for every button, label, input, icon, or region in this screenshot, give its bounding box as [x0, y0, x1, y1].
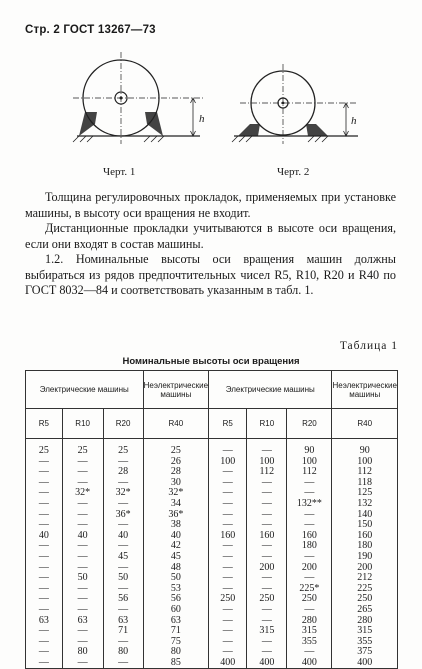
table-cell: — — [287, 552, 332, 563]
table-cell: — — [287, 478, 332, 489]
table-cell: 63 — [143, 616, 208, 627]
figure-2-dim-label: h — [351, 115, 357, 127]
table-cell: 315 — [332, 626, 398, 637]
table-cell: 56 — [103, 594, 143, 605]
table-cell: — — [26, 520, 63, 531]
paragraph-spacers: Дистанционные прокладки учитываются в высоте оси вращения, если они входят в состав машины. — [25, 221, 396, 251]
table-cell: 50 — [62, 573, 103, 584]
table-cell: 90 — [287, 439, 332, 457]
table-cell: 200 — [287, 563, 332, 574]
table-cell: 280 — [287, 616, 332, 627]
table-cell: — — [287, 605, 332, 616]
table-cell: — — [26, 584, 63, 595]
column-header: R40 — [332, 409, 398, 439]
group-header-nonelectric: Неэлектрические машины — [143, 371, 208, 409]
table-cell: — — [209, 541, 247, 552]
table-cell: — — [209, 605, 247, 616]
table-cell: — — [26, 478, 63, 489]
table-cell: — — [62, 541, 103, 552]
table-cell: 25 — [26, 439, 63, 457]
table-cell: 250 — [332, 594, 398, 605]
table-cell: — — [247, 439, 287, 457]
table-row — [26, 499, 398, 510]
table-cell: — — [287, 520, 332, 531]
table-cell: — — [247, 584, 287, 595]
table-cell: 50 — [103, 573, 143, 584]
table-cell: 32* — [143, 488, 208, 499]
table-cell: 100 — [247, 457, 287, 468]
table-cell: — — [209, 552, 247, 563]
page-header: Стр. 2 ГОСТ 13267—73 — [25, 24, 156, 36]
table-cell: 375 — [332, 647, 398, 658]
paragraph-shims: Толщина регулировочных прокладок, применяемых при установке машины, в высоту оси вращения не входит. — [25, 190, 396, 220]
table-cell: — — [62, 637, 103, 648]
table-cell: — — [209, 439, 247, 457]
table-cell: — — [26, 637, 63, 648]
table-cell: — — [62, 552, 103, 563]
table-cell: 190 — [332, 552, 398, 563]
table-title: Номинальные высоты оси вращения — [122, 356, 300, 367]
table-cell: 25 — [62, 439, 103, 457]
table-cell: — — [287, 510, 332, 521]
table-cell: — — [209, 467, 247, 478]
table-cell: 40 — [143, 531, 208, 542]
table-cell: — — [209, 616, 247, 627]
table-row — [26, 647, 398, 658]
table-cell: 28 — [103, 467, 143, 478]
table-cell: — — [62, 658, 103, 669]
table-cell: 160 — [332, 531, 398, 542]
table-cell: 125 — [332, 488, 398, 499]
table-cell: — — [62, 510, 103, 521]
column-header: R20 — [287, 409, 332, 439]
table-cell: — — [62, 563, 103, 574]
table-cell: 400 — [209, 658, 247, 669]
figure-1-dim-label: h — [199, 113, 205, 125]
figure-2-drawing — [228, 60, 368, 155]
table-cell: 315 — [247, 626, 287, 637]
table-cell: 400 — [332, 658, 398, 669]
table-cell: 36* — [143, 510, 208, 521]
table-cell: 45 — [143, 552, 208, 563]
table-cell: — — [209, 647, 247, 658]
table-cell: — — [62, 594, 103, 605]
table-cell: 71 — [143, 626, 208, 637]
table-cell: 150 — [332, 520, 398, 531]
table-cell: 280 — [332, 616, 398, 627]
table-cell: 75 — [143, 637, 208, 648]
table-cell: 118 — [332, 478, 398, 489]
table-cell: 200 — [247, 563, 287, 574]
table-cell: 90 — [332, 439, 398, 457]
table-cell: — — [26, 510, 63, 521]
paragraph-clause-1-2: 1.2. Номинальные высоты оси вращения машин должны выбираться из рядов предпочтительных чисел R5, R10, R20 и R40 по ГОСТ 8032—84 и соответствовать указанным в табл. 1. — [25, 252, 396, 297]
table-cell: — — [247, 488, 287, 499]
table-cell: 25 — [103, 439, 143, 457]
body-text — [25, 190, 396, 299]
table-cell: 80 — [143, 647, 208, 658]
table-cell: — — [103, 520, 143, 531]
table-cell: 25 — [143, 439, 208, 457]
table-cell: — — [103, 563, 143, 574]
table-cell: 355 — [287, 637, 332, 648]
table-cell: — — [209, 510, 247, 521]
table-cell: — — [247, 499, 287, 510]
table-cell: — — [62, 457, 103, 468]
table-cell: — — [209, 478, 247, 489]
table-cell: — — [62, 467, 103, 478]
group-header-nonelectric: Неэлектрические машины — [332, 371, 398, 409]
table-cell: — — [26, 541, 63, 552]
heights-table — [25, 370, 398, 669]
table-row — [26, 637, 398, 648]
table-cell: 112 — [247, 467, 287, 478]
table-cell: 250 — [209, 594, 247, 605]
table-cell: 40 — [103, 531, 143, 542]
table-cell: 32* — [103, 488, 143, 499]
table-cell: — — [209, 637, 247, 648]
table-cell: 400 — [287, 658, 332, 669]
table-row — [26, 658, 398, 669]
table-cell: — — [209, 520, 247, 531]
table-cell: — — [209, 584, 247, 595]
table-row — [26, 605, 398, 616]
table-cell: — — [26, 594, 63, 605]
table-cell: — — [62, 605, 103, 616]
table-cell: 265 — [332, 605, 398, 616]
figure-1-drawing — [55, 44, 220, 156]
table-cell: — — [103, 499, 143, 510]
table-cell: — — [247, 478, 287, 489]
table-cell: 80 — [62, 647, 103, 658]
table-cell: — — [247, 552, 287, 563]
table-row — [26, 439, 398, 457]
table-cell: — — [103, 541, 143, 552]
table-cell: — — [62, 584, 103, 595]
table-cell: — — [103, 457, 143, 468]
table-cell: — — [26, 573, 63, 584]
table-cell: — — [247, 605, 287, 616]
table-cell: 42 — [143, 541, 208, 552]
table-cell: — — [26, 488, 63, 499]
table-cell: — — [247, 647, 287, 658]
group-header-electric: Электрические машины — [26, 371, 144, 409]
table-cell: — — [103, 637, 143, 648]
table-cell: — — [209, 573, 247, 584]
table-cell: 132 — [332, 499, 398, 510]
table-cell: 212 — [332, 573, 398, 584]
table-cell: — — [62, 520, 103, 531]
table-cell: — — [247, 573, 287, 584]
table-cell: — — [247, 637, 287, 648]
table-cell: 63 — [62, 616, 103, 627]
table-cell: 56 — [143, 594, 208, 605]
table-cell: — — [247, 510, 287, 521]
table-cell: 160 — [209, 531, 247, 542]
table-cell: 160 — [287, 531, 332, 542]
figure-2-caption: Черт. 2 — [277, 166, 310, 178]
table-cell: 400 — [247, 658, 287, 669]
column-header: R5 — [26, 409, 63, 439]
table-cell: 200 — [332, 563, 398, 574]
table-cell: — — [26, 552, 63, 563]
table-cell: 40 — [26, 531, 63, 542]
table-cell: 53 — [143, 584, 208, 595]
table-cell: 63 — [103, 616, 143, 627]
table-cell: — — [247, 520, 287, 531]
table-cell: — — [287, 573, 332, 584]
table-cell: — — [26, 467, 63, 478]
column-header: R10 — [62, 409, 103, 439]
table-cell: 48 — [143, 563, 208, 574]
table-cell: 30 — [143, 478, 208, 489]
table-cell: 32* — [62, 488, 103, 499]
table-cell: 112 — [332, 467, 398, 478]
table-cell: 100 — [209, 457, 247, 468]
table-cell: 63 — [26, 616, 63, 627]
column-header: R5 — [209, 409, 247, 439]
table-cell: 250 — [247, 594, 287, 605]
table-cell: 225 — [332, 584, 398, 595]
table-cell: 60 — [143, 605, 208, 616]
table-cell: 38 — [143, 520, 208, 531]
table-cell: 180 — [287, 541, 332, 552]
column-header: R20 — [103, 409, 143, 439]
table-cell: — — [287, 647, 332, 658]
table-cell: — — [209, 488, 247, 499]
table-cell: 315 — [287, 626, 332, 637]
table-cell: — — [26, 626, 63, 637]
table-cell: — — [26, 647, 63, 658]
table-cell: 140 — [332, 510, 398, 521]
table-cell: — — [62, 626, 103, 637]
table-cell: — — [209, 563, 247, 574]
table-cell: — — [26, 605, 63, 616]
table-cell: — — [26, 563, 63, 574]
table-cell: 250 — [287, 594, 332, 605]
table-cell: — — [103, 584, 143, 595]
table-cell: 71 — [103, 626, 143, 637]
table-cell: — — [209, 499, 247, 510]
table-cell: 160 — [247, 531, 287, 542]
table-cell: — — [103, 478, 143, 489]
figure-1-caption: Черт. 1 — [103, 166, 136, 178]
table-cell: 355 — [332, 637, 398, 648]
table-cell: — — [103, 605, 143, 616]
table-cell: 112 — [287, 467, 332, 478]
table-cell: 45 — [103, 552, 143, 563]
table-cell: — — [247, 541, 287, 552]
table-cell: — — [26, 658, 63, 669]
table-cell: — — [26, 499, 63, 510]
table-cell: — — [26, 457, 63, 468]
table-cell: 36* — [103, 510, 143, 521]
table-cell: 80 — [103, 647, 143, 658]
table-cell: — — [103, 658, 143, 669]
table-cell: 132** — [287, 499, 332, 510]
table-label: Таблица 1 — [339, 340, 398, 352]
table-cell: — — [209, 626, 247, 637]
table-cell: — — [287, 488, 332, 499]
column-header: R10 — [247, 409, 287, 439]
column-header: R40 — [143, 409, 208, 439]
table-cell: — — [62, 478, 103, 489]
table-row — [26, 552, 398, 563]
table-cell: 100 — [287, 457, 332, 468]
table-cell: 26 — [143, 457, 208, 468]
table-cell: 180 — [332, 541, 398, 552]
table-cell: 34 — [143, 499, 208, 510]
table-cell: — — [247, 616, 287, 627]
table-cell: 100 — [332, 457, 398, 468]
table-cell: 85 — [143, 658, 208, 669]
group-header-electric: Электрические машины — [209, 371, 332, 409]
table-cell: 225* — [287, 584, 332, 595]
table-cell: 40 — [62, 531, 103, 542]
table-cell: 28 — [143, 467, 208, 478]
table-cell: — — [62, 499, 103, 510]
table-cell: 50 — [143, 573, 208, 584]
